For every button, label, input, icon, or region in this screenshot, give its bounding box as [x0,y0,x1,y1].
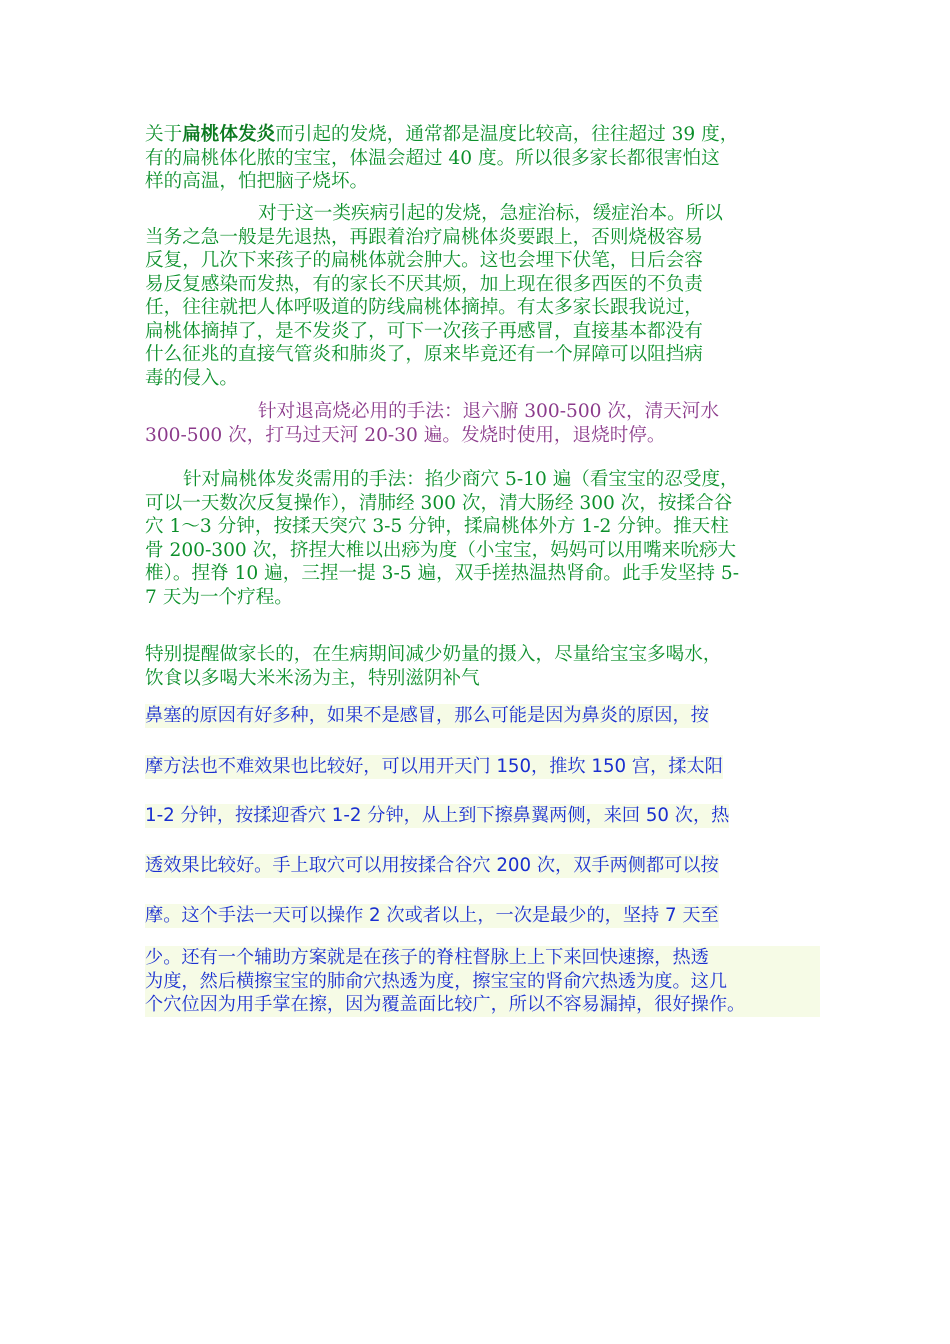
text-line: 骨 200-300 次，挤捏大椎以出痧为度（小宝宝，妈妈可以用嘴来吮痧大 [145,539,737,561]
text-line: 样的高温，怕把脑子烧坏。 [145,171,369,192]
text-line: 透效果比较好。手上取穴可以用按揉合谷穴 200 次，双手两侧都可以按 [145,855,719,876]
paragraph-parent-reminder [145,643,820,690]
paragraph-tonsillitis-fever [145,123,820,194]
text-line: 什么征兆的直接气管炎和肺炎了，原来毕竟还有一个屏障可以阻挡病 [145,344,703,365]
text-line: 饮食以多喝大米米汤为主，特别滋阴补气 [145,667,480,689]
text-line: 1-2 分钟，按揉迎香穴 1-2 分钟，从上到下擦鼻翼两侧，来回 50 次，热 [145,805,730,826]
text-line: 穴 1～3 分钟，按揉天突穴 3-5 分钟，揉扁桃体外方 1-2 分钟。推天柱 [145,516,729,537]
text-line: 当务之急一般是先退热，再跟着治疗扁桃体炎要跟上，否则烧极容易 [145,226,703,248]
text-line: 针对退高烧必用的手法：退六腑 300-500 次，清天河水 [258,401,719,422]
text-span: 而引起的发烧，通常都是温度比较高，往往超过 39 度， [275,124,739,145]
paragraph-fever-technique [145,400,820,447]
text-line: 有的扁桃体化脓的宝宝，体温会超过 40 度。所以很多家长都很害怕这 [145,147,720,169]
text-line: 摩方法也不难效果也比较好，可以用开天门 150，推坎 150 宫，揉太阳 [145,756,723,777]
text-line: 为度，然后横擦宝宝的肺俞穴热透为度，擦宝宝的肾俞穴热透为度。这几 [145,970,820,994]
bold-keyword: 扁桃体发炎 [182,124,276,145]
text-line: 任，往往就把人体呼吸道的防线扁桃体摘掉。有太多家长跟我说过， [145,297,703,318]
text-line: 少。还有一个辅助方案就是在孩子的脊柱督脉上上下来回快速擦，热透 [145,946,820,970]
text-line: 易反复感染而发热，有的家长不厌其烦，加上现在很多西医的不负责 [145,273,703,295]
text-line [145,123,820,147]
paragraph-auxiliary-method [145,946,820,1017]
text-line: 扁桃体摘掉了，是不发炎了，可下一次孩子再感冒，直接基本都没有 [145,320,703,342]
paragraph-tonsil-technique [145,468,820,609]
text-line: 针对扁桃体发炎需用的手法：掐少商穴 5-10 遍（看宝宝的忍受度， [183,469,739,490]
text-line: 个穴位因为用手掌在擦，因为覆盖面比较广，所以不容易漏掉，很好操作。 [145,993,820,1017]
paragraph-treatment-principle [145,202,820,390]
text-line: 对于这一类疾病引起的发烧，急症治标，缓症治本。所以 [258,203,723,224]
text-span: 关于 [145,124,183,145]
text-line: 可以一天数次反复操作），清肺经 300 次，清大肠经 300 次，按揉合谷 [145,492,733,514]
text-line: 椎）。捏脊 10 遍，三捏一提 3-5 遍，双手搓热温热肾俞。此手发坚持 5- [145,563,739,584]
text-line: 摩。这个手法一天可以操作 2 次或者以上，一次是最少的，坚持 7 天至 [145,905,719,926]
text-line: 反复，几次下来孩子的扁桃体就会肿大。这也会埋下伏笔，日后会容 [145,250,703,271]
text-line: 7 天为一个疗程。 [145,586,293,608]
text-line: 鼻塞的原因有好多种，如果不是感冒，那么可能是因为鼻炎的原因，按 [145,705,709,726]
text-line: 毒的侵入。 [145,367,238,389]
text-line: 特别提醒做家长的，在生病期间减少奶量的摄入，尽量给宝宝多喝水， [145,644,722,665]
text-line: 300-500 次，打马过天河 20-30 遍。发烧时使用，退烧时停。 [145,424,666,446]
